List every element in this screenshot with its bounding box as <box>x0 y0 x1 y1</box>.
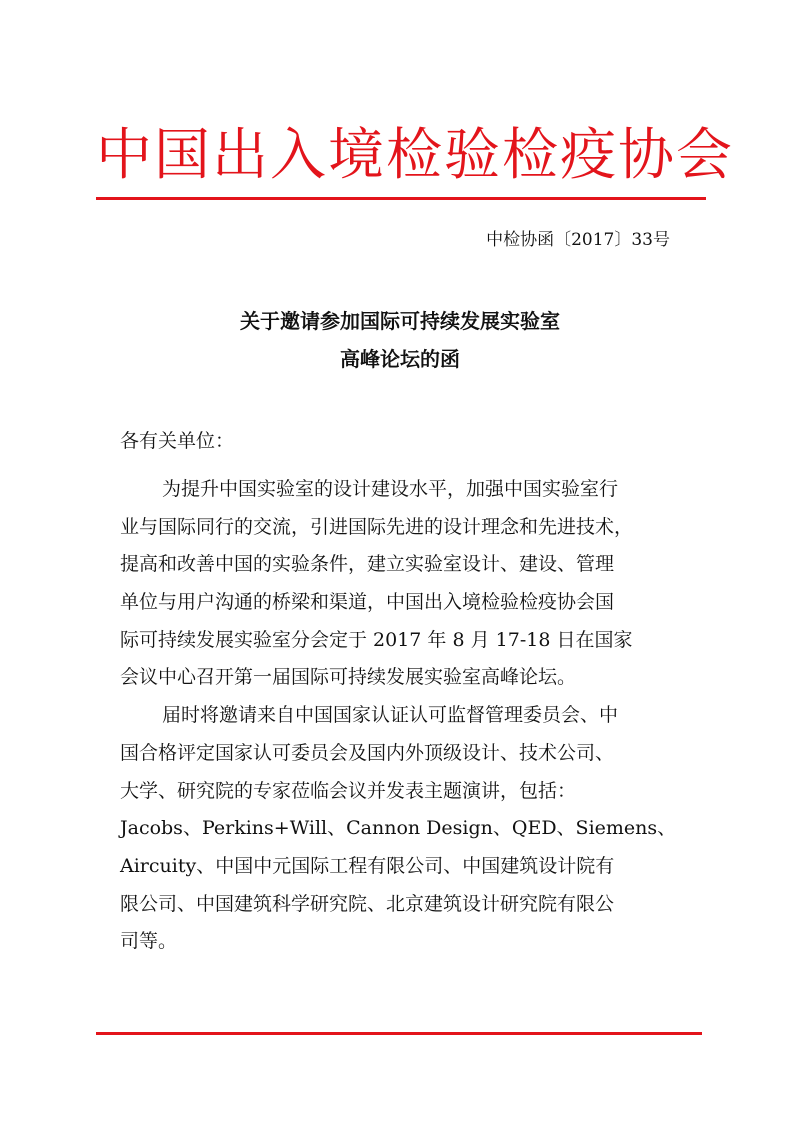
body-line: 单位与用户沟通的桥梁和渠道，中国出入境检验检疫协会国 <box>120 591 615 614</box>
body-line: 际可持续发展实验室分会定于 2017 年 8 月 17-18 日在国家 <box>120 628 633 651</box>
organization-letterhead: 中国出入境检验检疫协会 <box>96 123 734 188</box>
body-line: Aircuity、中国中元国际工程有限公司、中国建筑设计院有 <box>120 854 615 877</box>
footer-red-rule <box>96 1032 702 1035</box>
body-line: 限公司、中国建筑科学研究院、北京建筑设计研究院有限公 <box>120 892 615 915</box>
letterhead-red-rule <box>96 197 706 200</box>
body-line: Jacobs、Perkins+Will、Cannon Design、QED、Siemens、 <box>120 817 677 840</box>
letter-title-line-1: 关于邀请参加国际可持续发展实验室 <box>240 309 560 333</box>
body-line: 大学、研究院的专家莅临会议并发表主题演讲，包括： <box>120 779 577 802</box>
body-line: 会议中心召开第一届国际可持续发展实验室高峰论坛。 <box>120 666 577 689</box>
body-line: 国合格评定国家认可委员会及国内外顶级设计、技术公司、 <box>120 741 615 764</box>
body-line: 业与国际同行的交流，引进国际先进的设计理念和先进技术， <box>120 515 634 538</box>
document-number: 中检协函〔2017〕33号 <box>486 230 670 250</box>
letter-title <box>100 302 700 378</box>
letter-body <box>120 471 700 961</box>
body-line: 为提升中国实验室的设计建设水平，加强中国实验室行 <box>162 478 619 500</box>
body-line: 提高和改善中国的实验条件，建立实验室设计、建设、管理 <box>120 553 615 576</box>
body-line: 届时将邀请来自中国国家认证认可监督管理委员会、中 <box>162 704 619 727</box>
salutation: 各有关单位： <box>120 430 235 452</box>
letter-title-line-2: 高峰论坛的函 <box>340 347 460 371</box>
body-line: 司等。 <box>120 930 178 953</box>
